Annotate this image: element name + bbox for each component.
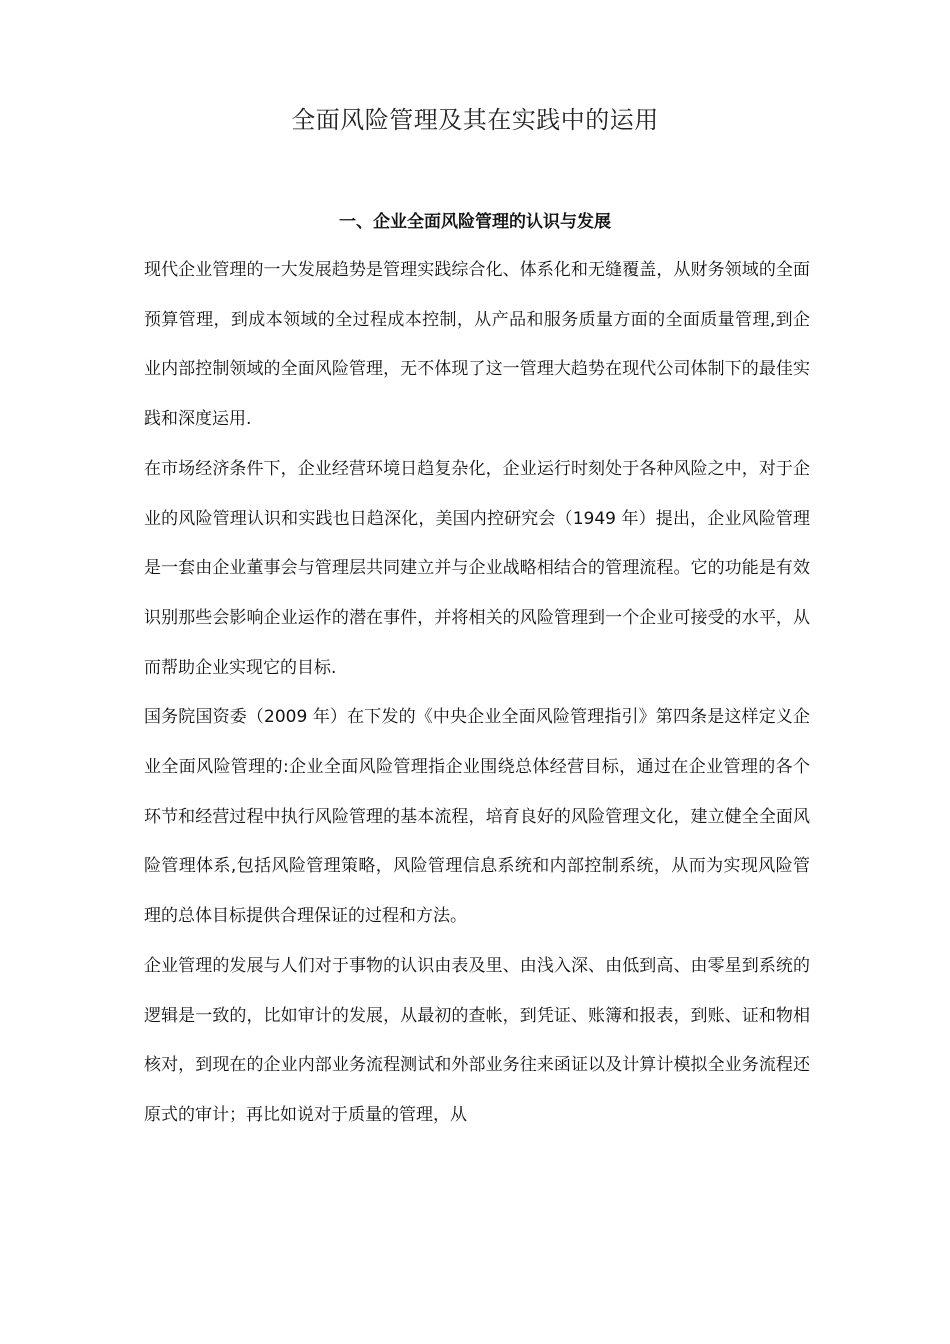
- paragraph: 现代企业管理的一大发展趋势是管理实践综合化、体系化和无缝覆盖，从财务领域的全面预算管理，到成本领域的全过程成本控制，从产品和服务质量方面的全面质量管理,到企业内部控制领域的全面风险管理，无不体现了这一管理大趋势在现代公司体制下的最佳实践和深度运用.: [144, 260, 810, 430]
- paragraph: 国务院国资委（2009 年）在下发的《中央企业全面风险管理指引》第四条是这样定义企业全面风险管理的:企业全面风险管理指企业围绕总体经营目标，通过在企业管理的各个环节和经营过程中执行风险管理的基本流程，培育良好的风险管理文化，建立健全全面风险管理体系,包括风险管理策略，风险管理信息系统和内部控制系统，从而为实现风险管理的总体目标提供合理保证的过程和方法。: [144, 707, 810, 927]
- document-body: [144, 246, 810, 1141]
- document-title: 全面风险管理及其在实践中的运用: [291, 106, 659, 134]
- paragraph: 在市场经济条件下，企业经营环境日趋复杂化，企业运行时刻处于各种风险之中，对于企业的风险管理认识和实践也日趋深化，美国内控研究会（1949 年）提出，企业风险管理是一套由企业董事会与管理层共同建立并与企业战略相结合的管理流程。它的功能是有效识别那些会影响企业运作的潜在事件，并将相关的风险管理到一个企业可接受的水平，从而帮助企业实现它的目标.: [144, 458, 810, 678]
- section-heading: 一、企业全面风险管理的认识与发展: [339, 212, 611, 232]
- paragraph: 企业管理的发展与人们对于事物的认识由表及里、由浅入深、由低到高、由零星到系统的逻辑是一致的，比如审计的发展，从最初的查帐，到凭证、账簿和报表，到账、证和物相核对，到现在的企业内部业务流程测试和外部业务往来函证以及计算计模拟全业务流程还原式的审计；再比如说对于质量的管理，从: [144, 955, 810, 1125]
